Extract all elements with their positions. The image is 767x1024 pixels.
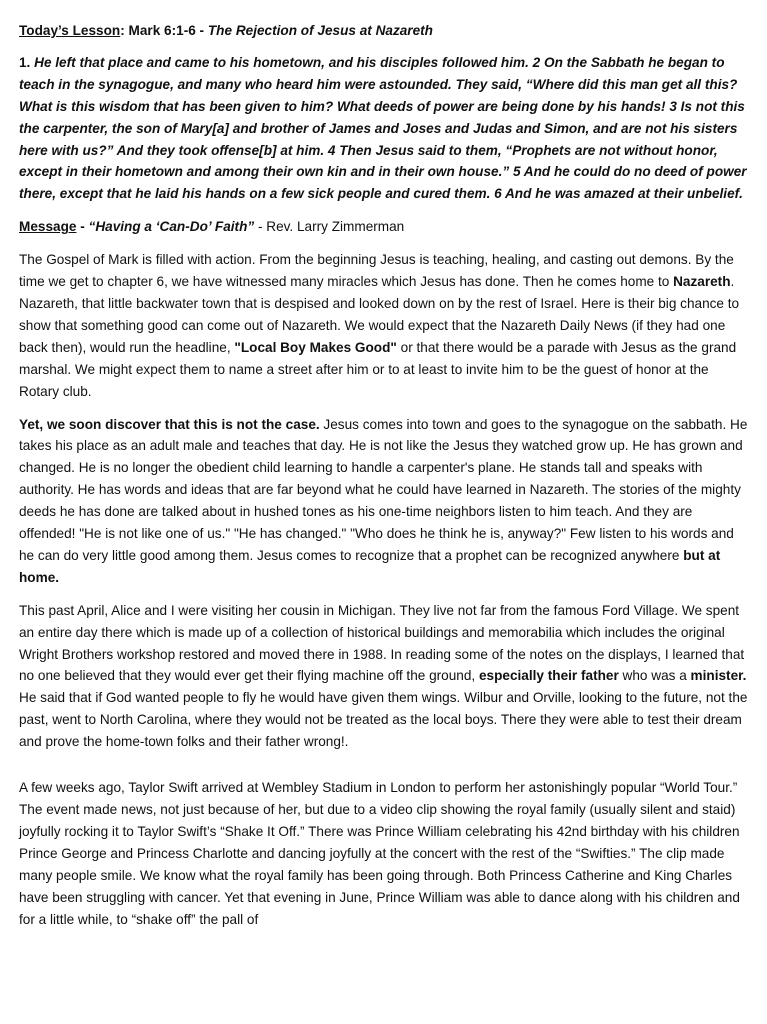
p1-text-e: or that there would be a parade with Jesus as the grand marshal. We might expect them to name a street after him or to at least to invite him to be the guest of honor at the Rotary club.	[19, 339, 737, 399]
p3-bold-father: especially their father	[478, 668, 619, 684]
p2-bold-closing: but at home.	[19, 547, 721, 585]
verse-5: 5 And he could do no deed of power there, except that he laid his hands on a few sick people and cured them.	[19, 164, 747, 202]
paragraph-3	[19, 600, 749, 753]
paragraph-1	[19, 249, 749, 402]
verse-1: He left that place and came to his hometown, and his disciples followed him.	[34, 54, 533, 70]
verse-1-number: 1.	[19, 54, 35, 70]
message-author: - Rev. Larry Zimmerman	[254, 219, 405, 235]
p3-bold-minister: minister.	[690, 668, 747, 684]
p3-text-c: who was a	[618, 668, 691, 684]
scripture-passage	[19, 52, 749, 205]
lesson-reference: : Mark 6:1-6 -	[120, 23, 208, 38]
message-label: Message	[19, 219, 77, 235]
paragraph-2	[19, 414, 749, 589]
verse-2: 2 On the Sabbath he began to teach in the synagogue, and many who heard him were astounded. They said, “Where did this man get all this? What is this wisdom that has been given to him? What deeds of power are being done by his hands!	[19, 54, 738, 114]
message-heading	[19, 216, 749, 238]
verse-3: 3 Is not this the carpenter, the son of Mary[a] and brother of James and Joses and Judas and Simon, and are not his sisters here with us?” And they took offense[b] at him.	[19, 98, 745, 158]
p1-bold-nazareth: Nazareth	[673, 274, 731, 290]
verse-6: 6 And he was amazed at their unbelief.	[494, 186, 743, 202]
paragraph-4	[19, 777, 749, 930]
p3-text-e: He said that if God wanted people to fly he would have given them wings. Wilbur and Orville, looking to the future, not the past, went to North Carolina, where they would not be treated as the local boys. There they were able to test their dream and prove the home-town folks and their father wrong!.	[19, 690, 748, 750]
p2-bold-opening: Yet, we soon discover that this is not the case.	[19, 416, 320, 432]
p4-text: A few weeks ago, Taylor Swift arrived at Wembley Stadium in London to perform her astonishingly popular “World Tour.” The event made news, not just because of her, but due to a video clip showing the royal family (usually silent and staid) joyfully rocking it to Taylor Swift’s “Shake It Off.” There was Prince William celebrating his 42nd birthday with his children Prince George and Princess Charlotte and dancing joyfully at the concert with the rest of the “Swifties.” The clip made many people smile. We know what the royal family has been going through. Both Princess Catherine and King Charles have been struggling with cancer. Yet that evening in June, Prince William was able to dance along with his children and for a little while, to “shake off” the pall of	[19, 780, 740, 927]
p3-text-a: This past April, Alice and I were visiting her cousin in Michigan. They live not far from the famous Ford Village. We spent an entire day there which is made up of a collection of historical buildings and memorabilia which includes the original Wright Brothers workshop restored and moved there in 1988. In reading some of the notes on the displays, I learned that no one believed that they would ever get their flying machine off the ground,	[19, 602, 745, 684]
p1-text-c: . Nazareth, that little backwater town that is despised and looked down on by the rest of Israel. Here is their big chance to show that something good can come out of Nazareth. We would expect that the Nazareth Daily News (if they had one back then), would run the headline,	[19, 274, 740, 355]
lesson-label: Today’s Lesson	[19, 23, 121, 38]
message-title: “Having a ‘Can-Do’ Faith”	[88, 219, 255, 235]
p1-text-a: The Gospel of Mark is filled with action. From the beginning Jesus is teaching, healing, and casting out demons. By the time we get to chapter 6, we have witnessed many miracles which Jesus has done. Then he comes home to	[19, 252, 734, 290]
p2-text-b: Jesus comes into town and goes to the synagogue on the sabbath. He takes his place as an adult male and teaches that day. He is not like the Jesus they watched grow up. He has grown and changed. He is no longer the obedient child learning to handle a carpenter's plane. He stands tall and speaks with authority. He has words and ideas that are far beyond what he could have learned in Nazareth. The stories of the mighty deeds he has done are talked about in hushed tones as his one-time neighbors listen to him teach. And they are offended! "He is not like one of us." "He has changed." "Who does he think he is, anyway?" Few listen to his words and he can do very little good among them. Jesus comes to recognize that a prophet can be recognized anywhere	[19, 416, 748, 563]
lesson-heading	[19, 20, 749, 42]
verse-4: 4 Then Jesus said to them, “Prophets are not without honor, except in their hometown and among their own kin and in their own house.”	[19, 142, 718, 180]
p1-bold-headline: "Local Boy Makes Good"	[234, 339, 397, 355]
lesson-title: The Rejection of Jesus at Nazareth	[207, 23, 433, 38]
message-dash: -	[76, 219, 89, 235]
